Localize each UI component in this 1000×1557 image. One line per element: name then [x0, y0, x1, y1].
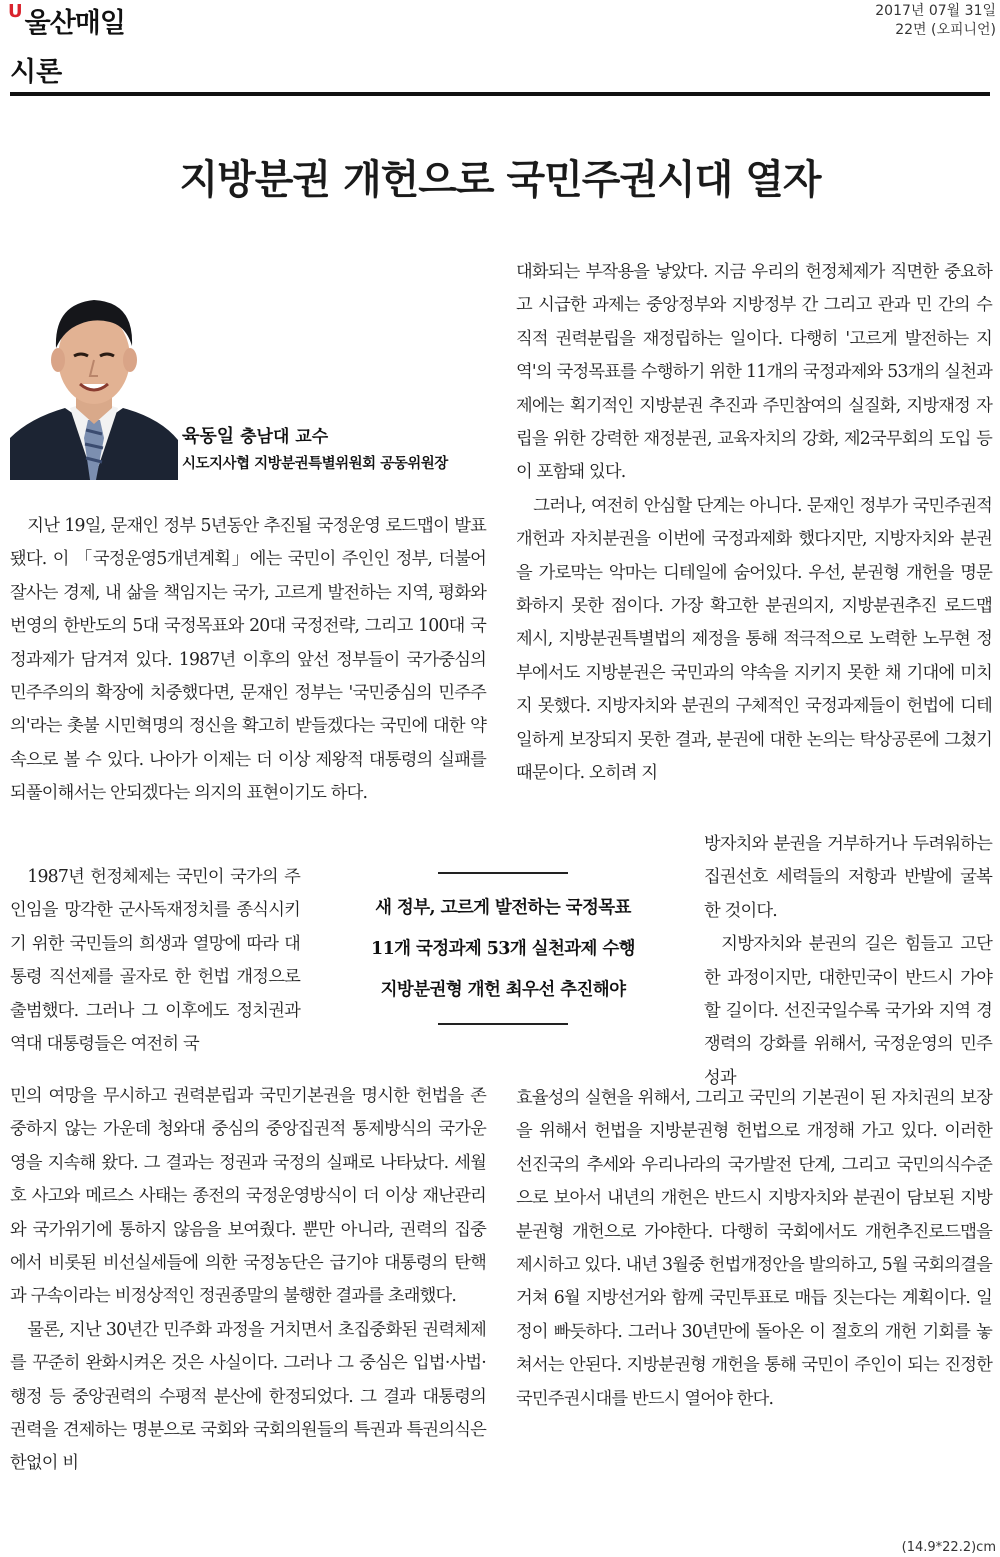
- pull-quote: [326, 872, 680, 1025]
- author-position: 시도지사협 지방분권특별위원회 공동위원장: [182, 456, 448, 472]
- newspaper-logo: [8, 2, 125, 38]
- article-size-note: (14.9*22.2)cm: [901, 1540, 996, 1555]
- paragraph: 물론, 지난 30년간 민주화 과정을 거치면서 초집중화된 권력체제를 꾸준히 완화시켜온 것은 사실이다. 그러나 그 중심은 입법·사법·행정 등 중앙권력의 수평적 분산에 한정되었다. 그 결과 대통령의 권력을 견제하는 명분으로 국회와 국회의원들의 특권과 특권의식은 한없이 비: [10, 1319, 486, 1474]
- logo-text: 울산매일: [24, 7, 125, 39]
- issue-info: [875, 2, 996, 40]
- headline: 지방분권 개헌으로 국민주권시대 열자: [179, 156, 821, 203]
- article-column-left-top: [10, 510, 486, 811]
- pull-quote-line: 지방분권형 개헌 최우선 추진해야: [380, 980, 626, 1000]
- paragraph: 방자치와 분권을 거부하거나 두려워하는 집권선호 세력들의 저항과 반발에 굴복한 것이다.: [704, 834, 992, 921]
- pull-quote-rule: [438, 1023, 568, 1025]
- logo-mark: U: [8, 1, 23, 22]
- paragraph: 1987년 헌정체제는 국민이 국가의 주인임을 망각한 군사독재정치를 종식시키기 위한 국민들의 희생과 열망에 따라 대통령 직선제를 골자로 한 헌법 개정으로 출범했다. 그러나 그 이후에도 정치권과 역대 대통령들은 여전히 국: [10, 867, 300, 1055]
- paragraph: 지난 19일, 문재인 정부 5년동안 추진될 국정운영 로드맵이 발표됐다. 이 「국정운영5개년계획」에는 국민이 주인인 정부, 더불어 잘사는 경제, 내 삶을 책임지는 국가, 고르게 발전하는 지역, 평화와 번영의 한반도의 5대 국정목표와 20대 국정전략, 그리고 100대 국정과제가 담겨져 있다. 1987년 이후의 앞선 정부들이 국가중심의 민주주의의 확장에 치중했다면, 문재인 정부는 '국민중심의 민주주의'라는 촛불 시민혁명의 정신을 확고히 받들겠다는 국민에 대한 약속으로 볼 수 있다. 나아가 이제는 더 이상 제왕적 대통령의 실패를 되풀이해서는 안되겠다는 의지의 표현이기도 하다.: [10, 516, 486, 804]
- author-name: 육동일: [182, 426, 235, 447]
- article-column-right-mid: [704, 828, 992, 1095]
- paragraph: 그러나, 여전히 안심할 단계는 아니다. 문재인 정부가 국민주권적 개헌과 자치분권을 이번에 국정과제화 했다지만, 지방자치와 분권을 가로막는 악마는 디테일에 숨어있다. 우선, 분권형 개헌을 명문화하지 못한 점이다. 가장 확고한 분권의지, 지방분권추진 로드맵 제시, 지방분권특별법의 제정을 통해 적극적으로 노력한 노무현 정부에서도 지방분권은 국민과의 약속을 지키지 못한 채 기대에 미치지 못했다. 지방자치와 분권의 구체적인 국정과제들이 헌법에 디테일하게 보장되지 못한 결과, 분권에 대한 논의는 탁상공론에 그쳤기 때문이다. 오히려 지: [516, 495, 992, 784]
- paragraph: 효율성의 실현을 위해서, 그리고 국민의 기본권이 된 자치권의 보장을 위해서 헌법을 지방분권형 헌법으로 개정해 가고 있다. 이러한 선진국의 추세와 우리나라의 국가발전 단계, 그리고 국민의식수준으로 보아서 내년의 개헌은 반드시 지방자치와 분권이 담보된 지방분권형 개헌으로 가야한다. 다행히 국회에서도 개헌추진로드맵을 제시하고 있다. 내년 3월중 헌법개정안을 발의하고, 5월 국회의결을 거쳐 6월 지방선거와 함께 국민투표로 매듭 짓는다는 계획이다. 일정이 빠듯하다. 그러나 30년만에 돌아온 이 절호의 개헌 기회를 놓쳐서는 안된다. 지방분권형 개헌을 통해 국민이 주인이 되는 진정한 국민주권시대를 반드시 열어야 한다.: [516, 1088, 992, 1409]
- paragraph: 민의 여망을 무시하고 권력분립과 국민기본권을 명시한 헌법을 존중하지 않는 가운데 청와대 중심의 중앙집권적 통제방식의 국가운영을 지속해 왔다. 그 결과는 정권과 국정의 실패로 나타났다. 세월호 사고와 메르스 사태는 종전의 국정운영방식이 더 이상 재난관리와 국가위기에 통하지 않음을 보여줬다. 뿐만 아니라, 권력의 집중에서 비롯된 비선실세들에 의한 국정농단은 급기야 대통령의 탄핵과 구속이라는 비정상적인 정권종말의 불행한 결과를 초래했다.: [10, 1086, 486, 1307]
- article-column-left-mid: [10, 861, 300, 1061]
- author-byline: [182, 424, 448, 478]
- author-name-line: [182, 424, 448, 450]
- issue-date: 2017년 07월 31일: [875, 3, 996, 19]
- paragraph: 대화되는 부작용을 낳았다. 지금 우리의 헌정체제가 직면한 중요하고 시급한 과제는 중앙정부와 지방정부 간 그리고 관과 민 간의 수직적 권력분립을 재정립하는 일이다. 다행히 '고르게 발전하는 지역'의 국정목표를 수행하기 위한 11개의 국정과제와 53개의 실천과제에는 획기적인 지방분권 추진과 주민참여의 실질화, 지방재정 자립을 위한 강력한 재정분권, 교육자치의 강화, 제2국무회의 도입 등이 포함돼 있다.: [516, 262, 992, 483]
- author-photo: [10, 268, 178, 480]
- pull-quote-line: 새 정부, 고르게 발전하는 국정목표: [375, 898, 631, 918]
- pull-quote-line: 11개 국정과제 53개 실천과제 수행: [371, 939, 635, 959]
- section-title: 시론: [10, 57, 63, 88]
- section-divider: [10, 92, 990, 96]
- paragraph: 지방자치와 분권의 길은 힘들고 고단한 과정이지만, 대한민국이 반드시 가야할 길이다. 선진국일수록 국가와 지역 경쟁력의 강화를 위해서, 국정운영의 민주성과: [704, 934, 992, 1088]
- page-info: 22면 (오피니언): [895, 22, 996, 38]
- article-column-right-bottom: [516, 1082, 992, 1416]
- article-column-right-top: [516, 256, 992, 791]
- article-column-left-bottom: [10, 1080, 486, 1481]
- author-affiliation: 충남대 교수: [240, 427, 329, 447]
- pull-quote-text: [326, 874, 680, 1023]
